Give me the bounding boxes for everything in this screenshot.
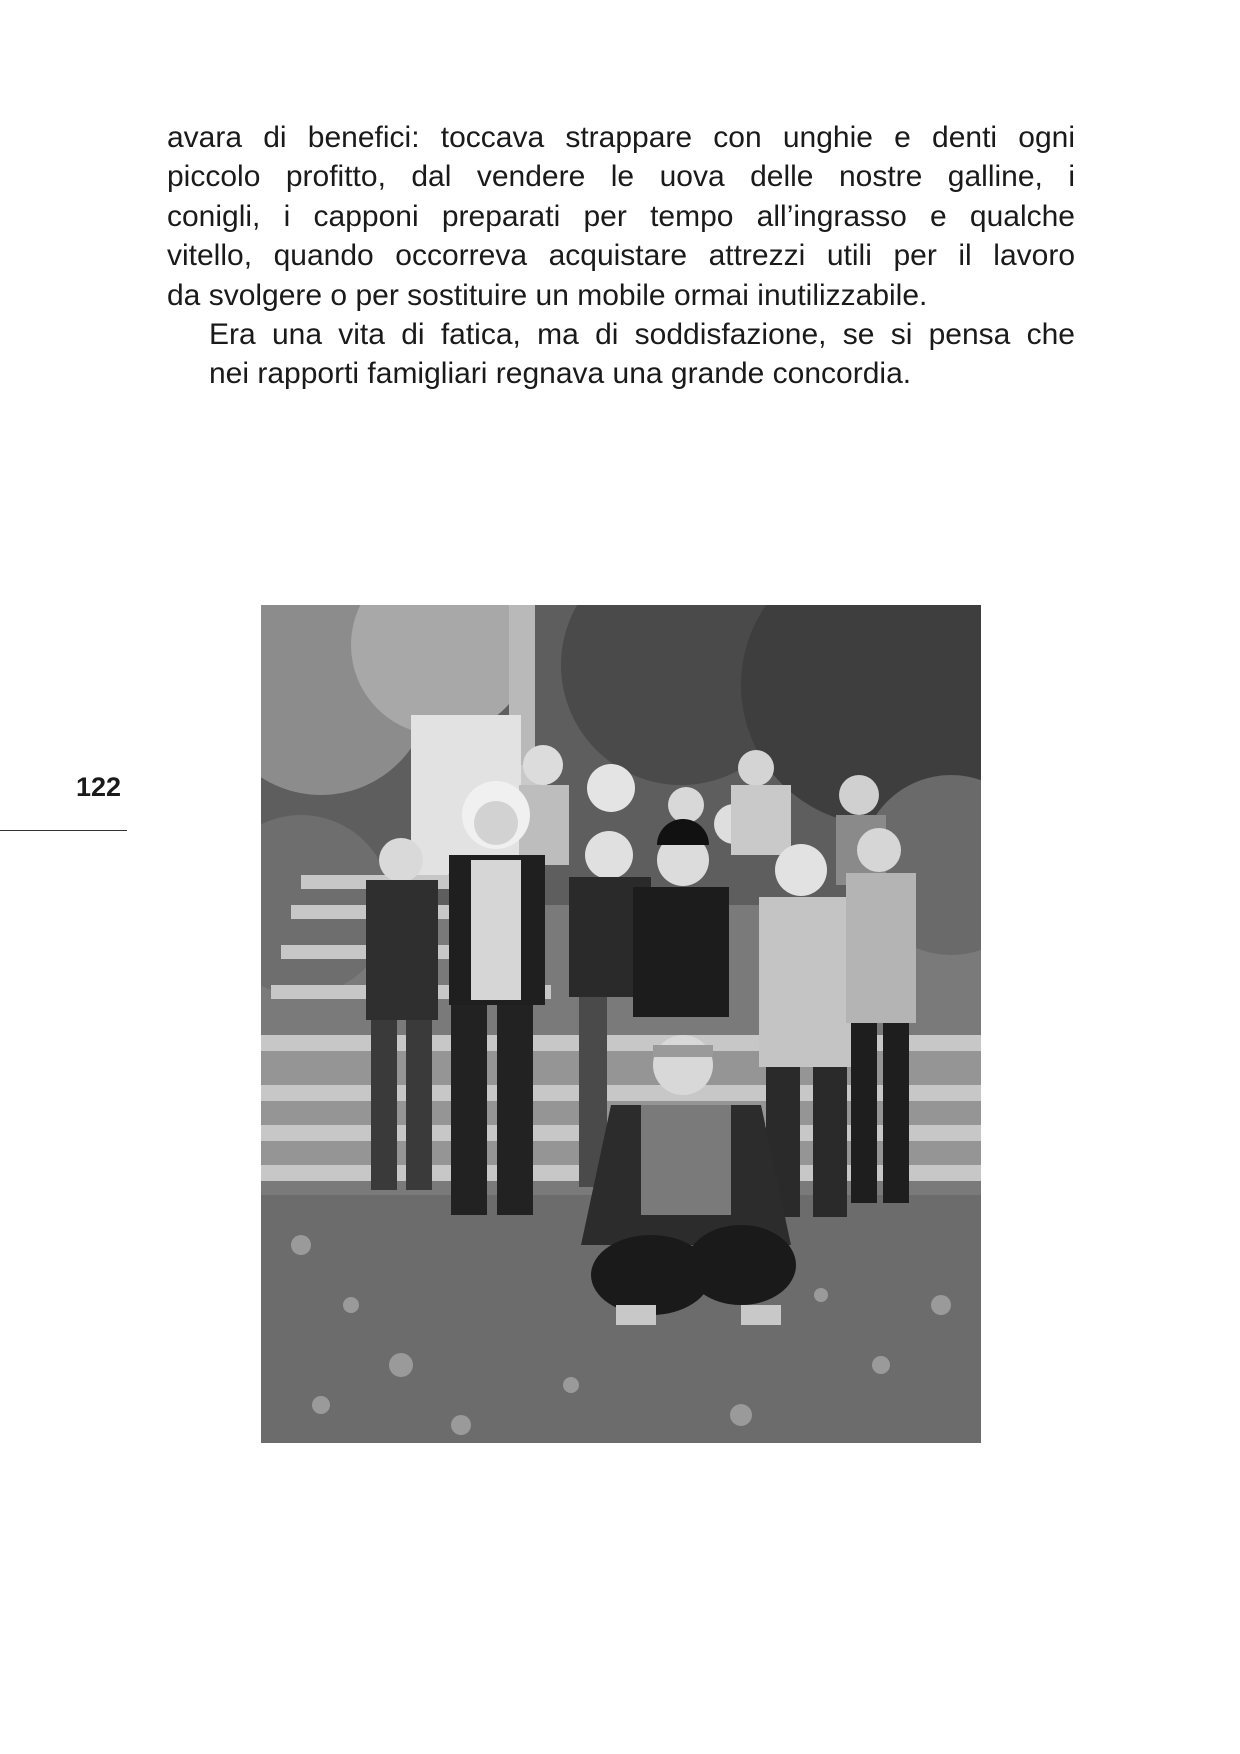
group-photo	[261, 605, 981, 1443]
text-line: piccolo profitto, dal vendere le uova delle nostre galline, i	[167, 160, 1075, 194]
text-line: vitello, quando occorreva acquistare attrezzi utili per il lavoro	[167, 239, 1075, 273]
text-line: avara di benefici: toccava strappare con unghie e denti ogni	[167, 121, 1075, 154]
text-line: da svolgere o per sostituire un mobile ormai inutilizzabile.	[167, 278, 928, 312]
text-line: Era una vita di fatica, ma di soddisfazione, se si pensa che	[209, 318, 1075, 352]
page-number-rule	[0, 830, 127, 831]
paragraph-2	[167, 315, 1075, 394]
body-text	[167, 118, 1075, 394]
text-line: conigli, i capponi preparati per tempo all’ingrasso e qualche	[167, 199, 1075, 233]
paragraph-1	[167, 118, 1075, 315]
group-photo-illustration	[261, 605, 981, 1443]
text-line: nei rapporti famigliari regnava una grande concordia.	[209, 357, 912, 391]
page-number: 122	[76, 772, 122, 802]
